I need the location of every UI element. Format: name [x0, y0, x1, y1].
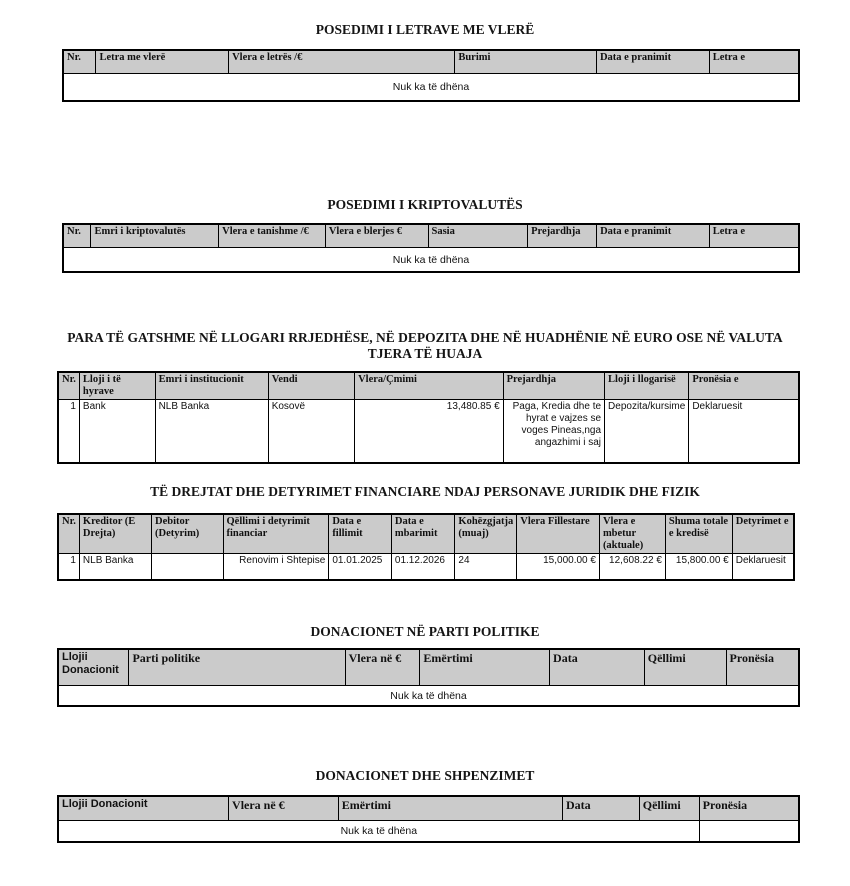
col-header-lloji-te-hyrave: Lloji i të hyrave — [79, 372, 155, 400]
col-header-pronesia: Pronësia — [699, 796, 799, 821]
cell-debitor — [152, 554, 224, 581]
col-header-qellimi: Qëllimi — [644, 649, 726, 686]
cell-shuma-totale: 15,800.00 € — [665, 554, 732, 581]
empty-row — [63, 248, 799, 273]
empty-pronesia-cell — [699, 821, 799, 843]
section-title: POSEDIMI I LETRAVE ME VLERË — [315, 22, 535, 37]
cell-vendi: Kosovë — [268, 400, 354, 464]
cell-vlera-fillestare: 15,000.00 € — [517, 554, 600, 581]
header-row — [58, 514, 794, 554]
col-header-pronesia: Pronësia — [726, 649, 799, 686]
col-header-kreditor: Kreditor (E Drejta) — [79, 514, 151, 554]
cell-lloji-te-hyrave: Bank — [79, 400, 155, 464]
header-row — [58, 649, 799, 686]
col-header-data: Data — [550, 649, 645, 686]
no-data-cell: Nuk ka të dhëna — [58, 821, 699, 843]
cell-data-fillimit: 01.01.2025 — [329, 554, 392, 581]
col-header-shuma-totale: Shuma totale e kredisë — [665, 514, 732, 554]
col-header-prejardhja: Prejardhja — [528, 224, 597, 248]
table-letrat-me-vlere — [62, 49, 800, 102]
data-row — [58, 554, 794, 581]
section-title: PARA TË GATSHME NË LLOGARI RRJEDHËSE, NË DEPOZITA DHE NË HUADHËNIE NË EURO OSE NË VALUTA TJERA TË HUAJA — [67, 330, 783, 361]
data-row — [58, 400, 799, 464]
col-header-nr: Nr. — [58, 372, 79, 400]
section-donacionet-parti-politike — [0, 624, 850, 707]
table-para-te-gatshme — [57, 371, 800, 464]
col-header-emri-kriptovalutes: Emri i kriptovalutës — [91, 224, 219, 248]
col-header-nr: Nr. — [58, 514, 79, 554]
cell-pronesia: Deklaruesit — [689, 400, 799, 464]
col-header-nr: Nr. — [63, 50, 96, 74]
col-header-vlera-cmimi: Vlera/Çmimi — [355, 372, 504, 400]
col-header-vlera-ne-euro: Vlera në € — [229, 796, 339, 821]
cell-emri-institucionit: NLB Banka — [155, 400, 268, 464]
col-header-vlera-blerjes: Vlera e blerjes € — [325, 224, 428, 248]
section-kriptovalutat — [0, 197, 850, 273]
section-letrat-me-vlere — [0, 22, 850, 102]
col-header-letra-e: Letra e — [709, 224, 799, 248]
col-header-sasia: Sasia — [428, 224, 528, 248]
cell-qellimi: Renovim i Shtepise — [223, 554, 329, 581]
cell-vlera-mbetur: 12,608.22 € — [599, 554, 665, 581]
col-header-emertimi: Emërtimi — [420, 649, 550, 686]
col-header-prejardhja: Prejardhja — [503, 372, 604, 400]
col-header-data-e-pranimit: Data e pranimit — [597, 224, 710, 248]
col-header-emertimi: Emërtimi — [338, 796, 562, 821]
col-header-data-mbarimit: Data e mbarimit — [391, 514, 455, 554]
cell-kreditor: NLB Banka — [79, 554, 151, 581]
cell-lloji-llogarise: Depozita/kursime — [605, 400, 689, 464]
col-header-lloji-donacionit: Llojii Donacionit — [58, 649, 129, 686]
col-header-vendi: Vendi — [268, 372, 354, 400]
header-row — [58, 372, 799, 400]
col-header-qellimi: Qëllimi — [639, 796, 699, 821]
col-header-detyrimet-e: Detyrimet e — [732, 514, 794, 554]
section-title: POSEDIMI I KRIPTOVALUTËS — [327, 197, 523, 212]
no-data-cell: Nuk ka të dhëna — [63, 248, 799, 273]
section-title: DONACIONET NË PARTI POLITIKE — [310, 624, 540, 639]
cell-nr: 1 — [58, 554, 79, 581]
cell-detyrimet: Deklaruesit — [732, 554, 794, 581]
col-header-qellimi: Qëllimi i detyrimit financiar — [223, 514, 329, 554]
empty-row — [58, 686, 799, 707]
col-header-letra-e: Letra e — [709, 50, 799, 74]
empty-row — [58, 821, 799, 843]
empty-row — [63, 74, 799, 102]
cell-data-mbarimit: 01.12.2026 — [391, 554, 455, 581]
cell-kohezgjatja: 24 — [455, 554, 517, 581]
col-header-lloji-llogarise: Lloji i llogarisë — [605, 372, 689, 400]
col-header-kohezgjatja: Kohëzgjatja (muaj) — [455, 514, 517, 554]
col-header-vlera-e-letres: Vlera e letrës /€ — [229, 50, 455, 74]
no-data-cell: Nuk ka të dhëna — [63, 74, 799, 102]
header-row — [63, 50, 799, 74]
col-header-debitor: Debitor (Detyrim) — [152, 514, 224, 554]
cell-prejardhja: Paga, Kredia dhe te hyrat e vajzes se voges Pineas,nga angazhimi i saj — [503, 400, 604, 464]
col-header-letra-me-vlere: Letra me vlerë — [96, 50, 229, 74]
cell-nr: 1 — [58, 400, 79, 464]
col-header-vlera-fillestare: Vlera Fillestare — [517, 514, 600, 554]
col-header-emri-institucionit: Emri i institucionit — [155, 372, 268, 400]
col-header-nr: Nr. — [63, 224, 91, 248]
section-para-te-gatshme — [0, 330, 850, 464]
section-detyrimet-financiare — [0, 484, 850, 581]
col-header-vlera-tanishme: Vlera e tanishme /€ — [219, 224, 326, 248]
table-donacionet-shpenzimet — [57, 795, 800, 843]
table-detyrimet-financiare — [57, 513, 795, 581]
col-header-data-fillimit: Data e fillimit — [329, 514, 392, 554]
section-title: DONACIONET DHE SHPENZIMET — [315, 768, 535, 783]
col-header-data: Data — [562, 796, 639, 821]
col-header-parti-politike: Parti politike — [129, 649, 345, 686]
cell-vlera-cmimi: 13,480.85 € — [355, 400, 504, 464]
section-donacionet-shpenzimet — [0, 768, 850, 843]
col-header-lloji-donacionit: Llojii Donacionit — [58, 796, 229, 821]
table-kriptovalutat — [62, 223, 800, 273]
header-row — [63, 224, 799, 248]
col-header-burimi: Burimi — [455, 50, 597, 74]
table-donacionet-parti-politike — [57, 648, 800, 707]
col-header-data-e-pranimit: Data e pranimit — [596, 50, 709, 74]
col-header-vlera-mbetur: Vlera e mbetur (aktuale) — [599, 514, 665, 554]
no-data-cell: Nuk ka të dhëna — [58, 686, 799, 707]
header-row — [58, 796, 799, 821]
col-header-pronesia-e: Pronësia e — [689, 372, 799, 400]
section-title: TË DREJTAT DHE DETYRIMET FINANCIARE NDAJ PERSONAVE JURIDIK DHE FIZIK — [150, 484, 700, 499]
col-header-vlera-ne-euro: Vlera në € — [345, 649, 420, 686]
